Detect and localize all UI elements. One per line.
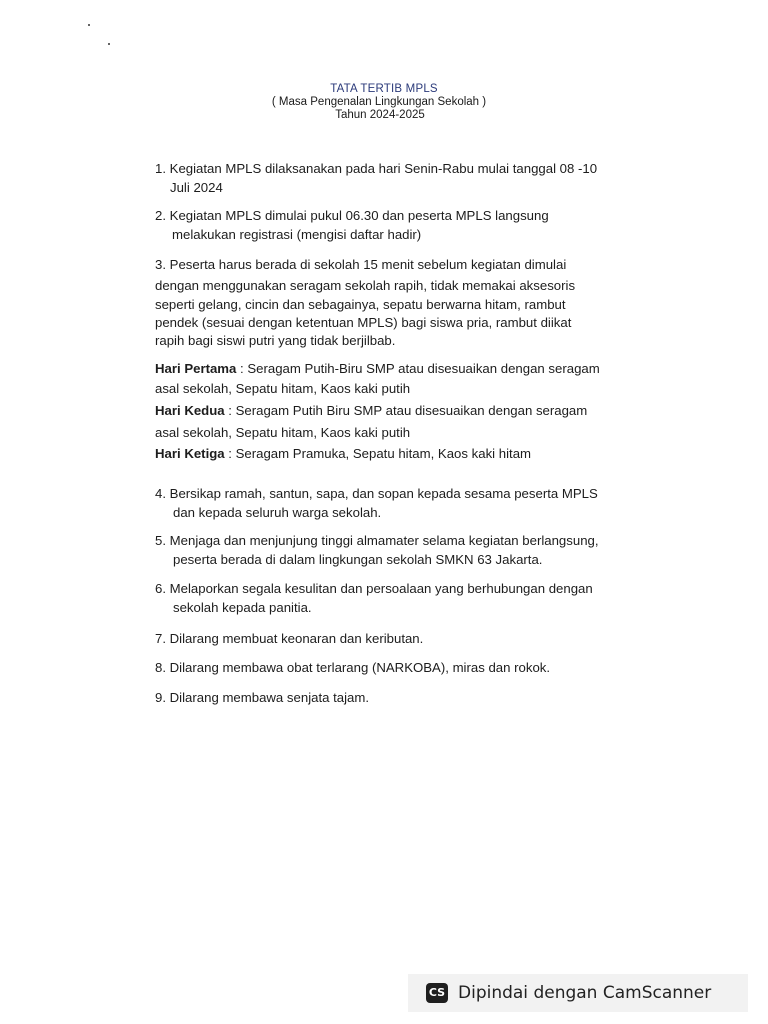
day-1-text: : Seragam Putih-Biru SMP atau disesuaikan dengan seragam — [236, 361, 600, 376]
watermark-text: Dipindai dengan CamScanner — [458, 983, 712, 1003]
rule-5-line-1: 5. Menjaga dan menjunjung tinggi almamater selama kegiatan berlangsung, — [155, 533, 599, 548]
rule-3-line-3: seperti gelang, cincin dan sebagainya, sepatu berwarna hitam, rambut — [155, 297, 566, 312]
rule-9: 9. Dilarang membawa senjata tajam. — [155, 690, 370, 705]
day-3-label: Hari Ketiga — [155, 446, 225, 461]
rule-3-line-4: pendek (sesuai dengan ketentuan MPLS) bagi siswa pria, rambut diikat — [155, 315, 572, 330]
rule-2-line-1: 2. Kegiatan MPLS dimulai pukul 06.30 dan peserta MPLS langsung — [155, 208, 549, 223]
rule-1-line-1: 1. Kegiatan MPLS dilaksanakan pada hari Senin-Rabu mulai tanggal 08 -10 — [155, 161, 598, 176]
document-title: TATA TERTIB MPLS — [330, 83, 438, 95]
rule-3-line-2: dengan menggunakan seragam sekolah rapih, tidak memakai aksesoris — [155, 278, 576, 293]
rule-5-line-2: peserta berada di dalam lingkungan sekolah SMKN 63 Jakarta. — [173, 552, 543, 567]
document-header — [0, 83, 768, 122]
rule-8: 8. Dilarang membawa obat terlarang (NARKOBA), miras dan rokok. — [155, 660, 551, 675]
day-2-line-2: asal sekolah, Sepatu hitam, Kaos kaki putih — [155, 425, 411, 440]
rule-2-line-2: melakukan registrasi (mengisi daftar hadir) — [172, 227, 422, 242]
day-1-line-2: asal sekolah, Sepatu hitam, Kaos kaki putih — [155, 381, 411, 396]
day-2-label: Hari Kedua — [155, 403, 225, 418]
rule-6-line-1: 6. Melaporkan segala kesulitan dan persoalaan yang berhubungan dengan — [155, 581, 593, 596]
rule-3-line-1: 3. Peserta harus berada di sekolah 15 menit sebelum kegiatan dimulai — [155, 257, 567, 272]
camscanner-logo-icon: CS — [426, 983, 448, 1003]
document-year: Tahun 2024-2025 — [335, 109, 425, 121]
rule-6-line-2: sekolah kepada panitia. — [173, 600, 312, 615]
day-3-text: : Seragam Pramuka, Sepatu hitam, Kaos kaki hitam — [224, 446, 532, 461]
day-2-text: : Seragam Putih Biru SMP atau disesuaikan dengan seragam — [224, 403, 588, 418]
rule-7: 7. Dilarang membuat keonaran dan keributan. — [155, 631, 424, 646]
rule-4-line-1: 4. Bersikap ramah, santun, sapa, dan sopan kepada sesama peserta MPLS — [155, 486, 598, 501]
day-2-line-1 — [155, 403, 587, 419]
rule-3-line-5: rapih bagi siswi putri yang tidak berjilbab. — [155, 333, 396, 348]
day-1-line-1 — [155, 361, 600, 377]
scan-speck — [108, 43, 110, 45]
document-subtitle: ( Masa Pengenalan Lingkungan Sekolah ) — [271, 96, 487, 108]
camscanner-watermark — [408, 974, 748, 1012]
day-1-label: Hari Pertama — [155, 361, 237, 376]
scan-speck — [88, 24, 90, 26]
rule-1-line-2: Juli 2024 — [170, 180, 223, 195]
day-3-line-1 — [155, 446, 531, 462]
rule-4-line-2: dan kepada seluruh warga sekolah. — [173, 505, 382, 520]
